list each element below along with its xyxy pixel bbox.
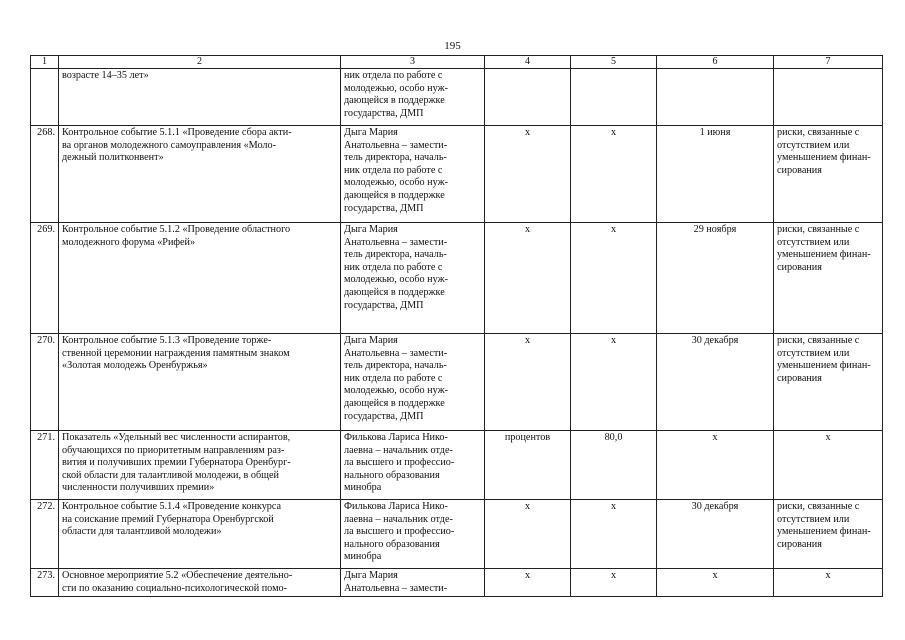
- value: x: [571, 223, 657, 334]
- event-name: Контрольное событие 5.1.2 «Проведение областного молодежного форума «Рифей»: [59, 223, 341, 334]
- page-number: 195: [444, 40, 461, 52]
- column-number: 4: [485, 56, 571, 69]
- column-number: 6: [657, 56, 774, 69]
- table-row: [31, 223, 883, 334]
- column-number: 5: [571, 56, 657, 69]
- value: 80,0: [571, 431, 657, 500]
- value: [571, 69, 657, 126]
- row-number: 268.: [31, 126, 59, 223]
- column-number: 3: [341, 56, 485, 69]
- row-number: 269.: [31, 223, 59, 334]
- unit: x: [485, 126, 571, 223]
- responsible-person: ник отдела по работе с молодежью, особо нуж- дающейся в поддержке государства, ДМП: [341, 69, 485, 126]
- value: x: [571, 500, 657, 569]
- table-row: [31, 569, 883, 597]
- event-name: Контрольное событие 5.1.4 «Проведение конкурса на соискание премий Губернатора Оренбургской области для талантливой молодежи»: [59, 500, 341, 569]
- responsible-person: Дыга Мария Анатольевна – замести-: [341, 569, 485, 597]
- unit: x: [485, 223, 571, 334]
- unit: процентов: [485, 431, 571, 500]
- row-number: 273.: [31, 569, 59, 597]
- event-name: возрасте 14–35 лет»: [59, 69, 341, 126]
- deadline: [657, 69, 774, 126]
- table-row: [31, 431, 883, 500]
- deadline: x: [657, 431, 774, 500]
- unit: [485, 69, 571, 126]
- deadline: 1 июня: [657, 126, 774, 223]
- table-row: [31, 126, 883, 223]
- responsible-person: Дыга Мария Анатольевна – замести- тель директора, началь- ник отдела по работе с молодежью, особо нуж- дающейся в поддержке государства, ДМП: [341, 126, 485, 223]
- risks: x: [774, 569, 883, 597]
- responsible-person: Филькова Лариса Нико- лаевна – начальник отде- ла высшего и профессио- нального образования минобра: [341, 500, 485, 569]
- value: x: [571, 569, 657, 597]
- risks: риски, связанные с отсутствием или уменьшением финан- сирования: [774, 500, 883, 569]
- column-number-row: [31, 56, 883, 69]
- value: x: [571, 334, 657, 431]
- responsible-person: Дыга Мария Анатольевна – замести- тель директора, началь- ник отдела по работе с молодежью, особо нуж- дающейся в поддержке государства, ДМП: [341, 334, 485, 431]
- risks: x: [774, 431, 883, 500]
- deadline: x: [657, 569, 774, 597]
- column-number: 2: [59, 56, 341, 69]
- deadline: 30 декабря: [657, 500, 774, 569]
- deadline: 30 декабря: [657, 334, 774, 431]
- table-row: [31, 334, 883, 431]
- table-row: [31, 69, 883, 126]
- column-number: 7: [774, 56, 883, 69]
- responsible-person: Дыга Мария Анатольевна – замести- тель директора, началь- ник отдела по работе с молодежью, особо нуж- дающейся в поддержке государства, ДМП: [341, 223, 485, 334]
- risks: [774, 69, 883, 126]
- row-number: 272.: [31, 500, 59, 569]
- unit: x: [485, 334, 571, 431]
- column-number: 1: [31, 56, 59, 69]
- unit: x: [485, 569, 571, 597]
- row-number: 270.: [31, 334, 59, 431]
- risks: риски, связанные с отсутствием или уменьшением финан- сирования: [774, 126, 883, 223]
- risks: риски, связанные с отсутствием или уменьшением финан- сирования: [774, 334, 883, 431]
- responsible-person: Филькова Лариса Нико- лаевна – начальник отде- ла высшего и профессио- нального образования минобра: [341, 431, 485, 500]
- indicator-name: Показатель «Удельный вес численности аспирантов, обучающихся по приоритетным направлениям раз- вития и получивших премии Губернатора Оренбург- ской области для талантливой молодежи, в общей численности получивших премии»: [59, 431, 341, 500]
- event-name: Контрольное событие 5.1.1 «Проведение сбора акти- ва органов молодежного самоуправления «Моло- дежный политконвент»: [59, 126, 341, 223]
- risks: риски, связанные с отсутствием или уменьшением финан- сирования: [774, 223, 883, 334]
- row-number: [31, 69, 59, 126]
- event-name: Контрольное событие 5.1.3 «Проведение торже- ственной церемонии награждения памятным знаком «Золотая молодежь Оренбуржья»: [59, 334, 341, 431]
- event-name: Основное мероприятие 5.2 «Обеспечение деятельно- сти по оказанию социально-психологической помо-: [59, 569, 341, 597]
- plan-table: [30, 55, 883, 597]
- value: x: [571, 126, 657, 223]
- deadline: 29 ноября: [657, 223, 774, 334]
- table-row: [31, 500, 883, 569]
- row-number: 271.: [31, 431, 59, 500]
- unit: x: [485, 500, 571, 569]
